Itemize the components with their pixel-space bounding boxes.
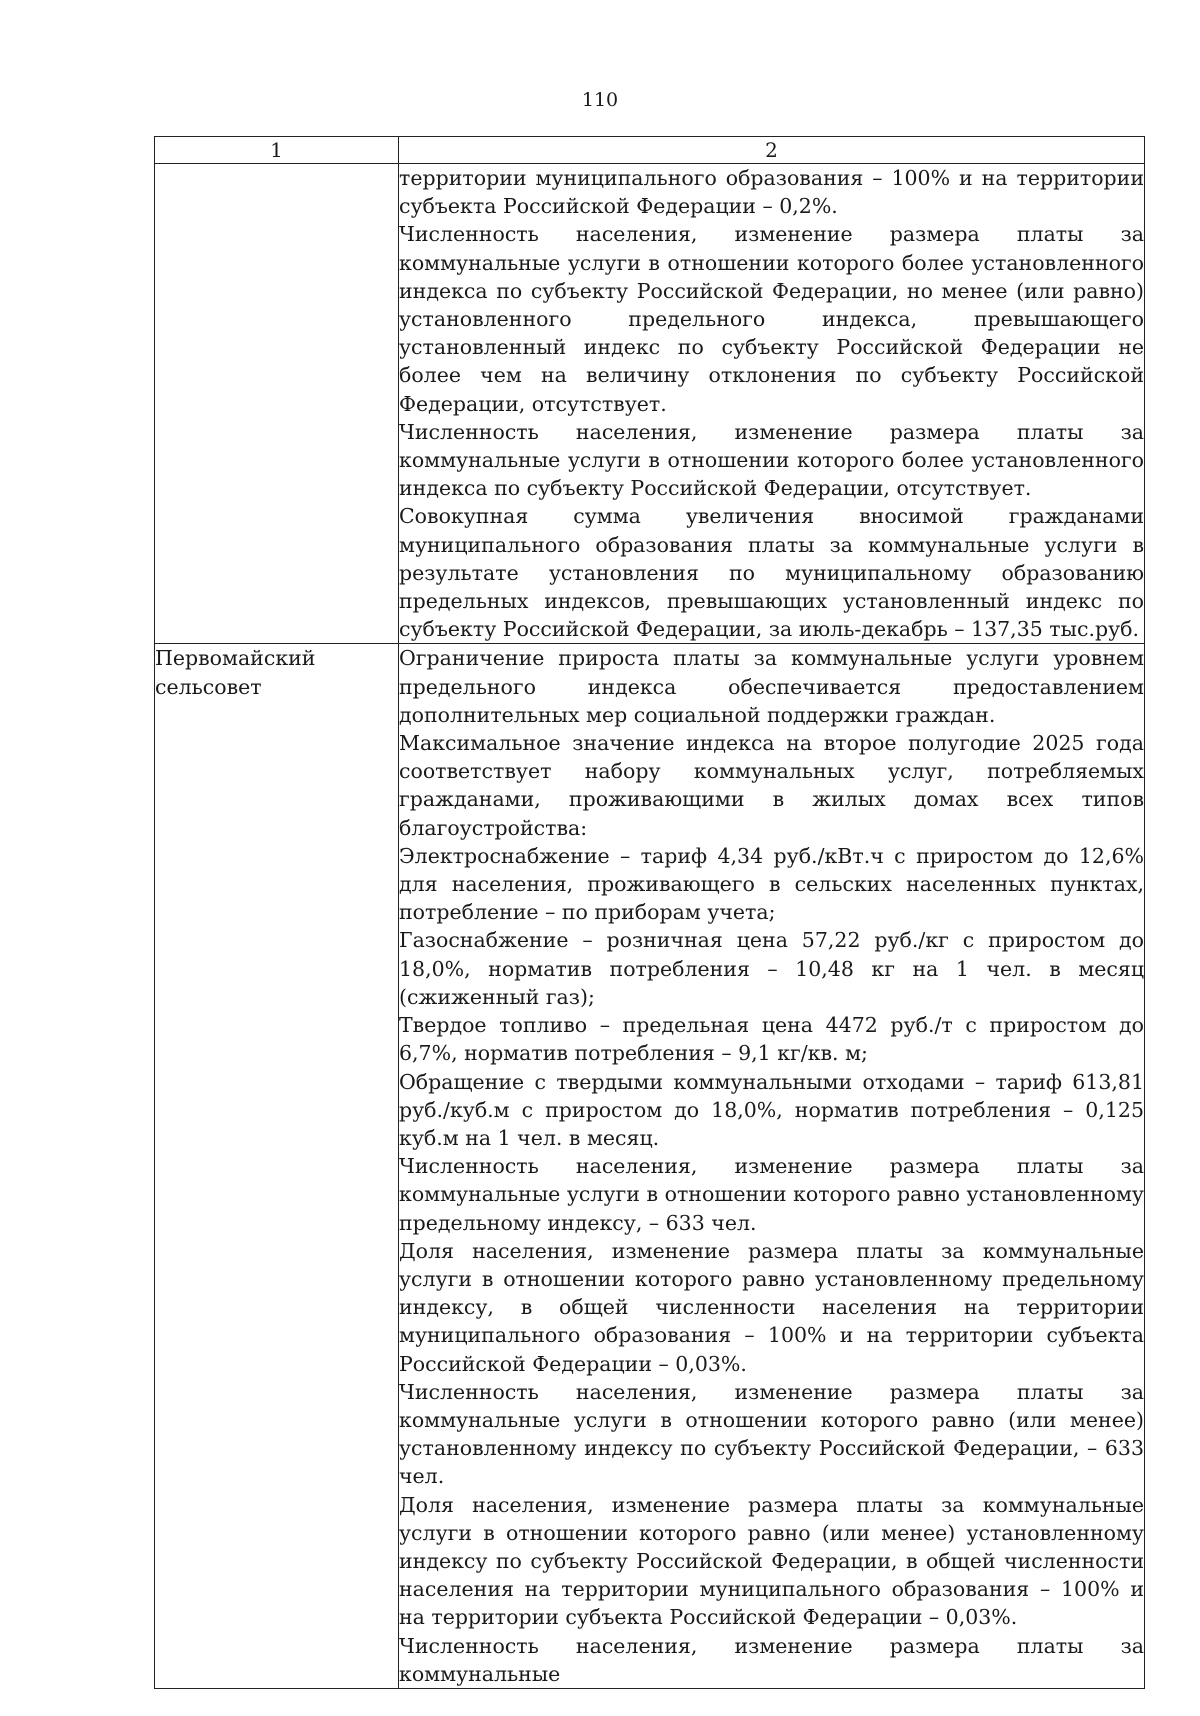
paragraph: Численность населения, изменение размера платы за коммунальные	[399, 1633, 1144, 1686]
paragraph: Ограничение прироста платы за коммунальные услуги уровнем предельного индекса обеспечивается предоставлением дополнительных мер социальной поддержки граждан.	[399, 646, 1144, 727]
municipality-name-line: сельсовет	[155, 674, 262, 699]
paragraph: Твердое топливо – предельная цена 4472 руб./т с приростом до 6,7%, норматив потребления – 9,1 кг/кв. м;	[399, 1013, 1144, 1066]
description-cell	[399, 164, 1145, 644]
paragraph: Численность населения, изменение размера платы за коммунальные услуги в отношении которого равно (или менее) установленному индексу по субъекту Российской Федерации, – 633 чел.	[399, 1379, 1144, 1489]
table-row	[155, 164, 1145, 644]
column-header-2: 2	[399, 137, 1145, 164]
municipality-name-line: Первомайский	[155, 646, 316, 671]
column-header-1: 1	[155, 137, 399, 164]
paragraph: территории муниципального образования – 100% и на территории субъекта Российской Федерации – 0,2%.	[399, 166, 1144, 219]
paragraph: Максимальное значение индекса на второе полугодие 2025 года соответствует набору коммунальных услуг, потребляемых гражданами, проживающими в жилых домах всех типов благоустройства:	[399, 731, 1144, 840]
paragraph: Численность населения, изменение размера платы за коммунальные услуги в отношении которого равно установленному предельному индексу, – 633 чел.	[399, 1154, 1144, 1235]
page-number: 110	[581, 89, 619, 111]
description-cell	[399, 644, 1145, 1689]
municipality-name-cell	[155, 164, 399, 644]
paragraph: Доля населения, изменение размера платы за коммунальные услуги в отношении которого равно (или менее) установленному индексу по субъекту Российской Федерации, в общей численности населения на территории муниципального образования – 100% и на территории субъекта Российской Федерации – 0,03%.	[399, 1492, 1144, 1630]
table-row	[155, 644, 1145, 1689]
paragraph: Доля населения, изменение размера платы за коммунальные услуги в отношении которого равно установленному предельному индексу, в общей численности населения на территории муниципального образования – 100% и на территории субъекта Российской Федерации – 0,03%.	[399, 1238, 1144, 1376]
paragraph: Электроснабжение – тариф 4,34 руб./кВт.ч с приростом до 12,6% для населения, проживающего в сельских населенных пунктах, потребление – по приборам учета;	[399, 843, 1144, 925]
table-header-row	[155, 137, 1145, 164]
paragraph: Обращение с твердыми коммунальными отходами – тариф 613,81 руб./куб.м с приростом до 18,0%, норматив потребления – 0,125 куб.м на 1 чел. в месяц.	[399, 1069, 1144, 1150]
data-table	[154, 136, 1145, 1689]
paragraph: Совокупная сумма увеличения вносимой гражданами муниципального образования платы за коммунальные услуги в результате установления по муниципальному образованию предельных индексов, превышающих установленный индекс по субъекту Российской Федерации, за июль-декабрь – 137,35 тыс.руб.	[399, 504, 1144, 642]
municipality-name-cell	[155, 644, 399, 1689]
paragraph: Газоснабжение – розничная цена 57,22 руб./кг с приростом до 18,0%, норматив потребления – 10,48 кг на 1 чел. в месяц (сжиженный газ);	[399, 928, 1144, 1009]
paragraph: Численность населения, изменение размера платы за коммунальные услуги в отношении которого более установленного индекса по субъекту Российской Федерации, но менее (или равно) установленного предельного индекса, превышающего установленный индекс по субъекту Российской Федерации не более чем на величину отклонения по субъекту Российской Федерации, отсутствует.	[399, 222, 1144, 416]
paragraph: Численность населения, изменение размера платы за коммунальные услуги в отношении которого более установленного индекса по субъекту Российской Федерации, отсутствует.	[399, 419, 1144, 501]
